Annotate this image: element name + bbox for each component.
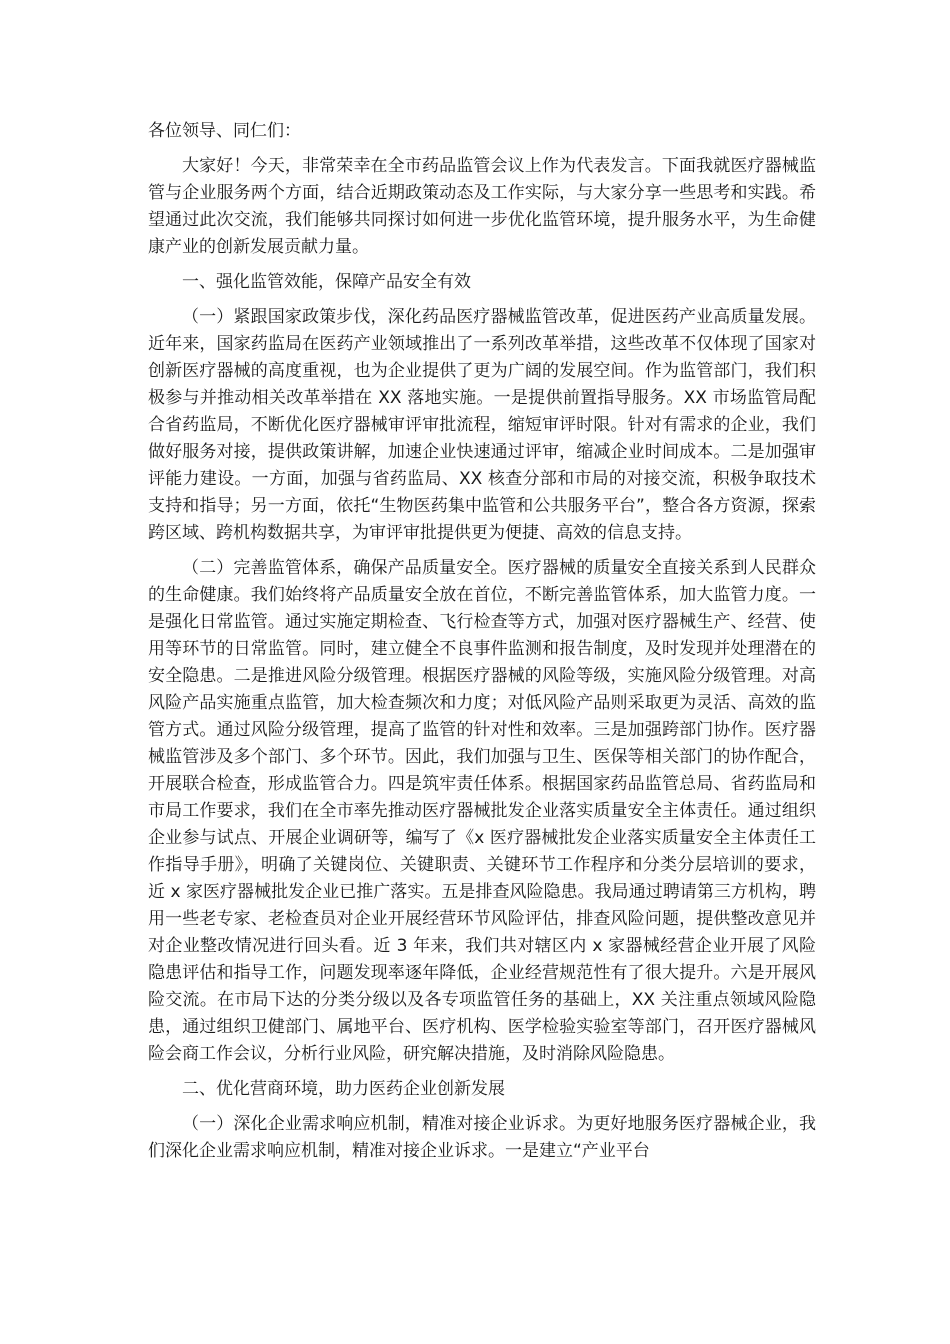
section-1-paragraph-2: （二）完善监管体系，确保产品质量安全。医疗器械的质量安全直接关系到人民群众的生命健康。我们始终将产品质量安全放在首位，不断完善监管体系，加大监管力度。一是强化日常监管。通过实施定期检查、飞行检查等方式，加强对医疗器械生产、经营、使用等环节的日常监管。同时，建立健全不良事件监测和报告制度，及时发现并处理潜在的安全隐患。二是推进风险分级管理。根据医疗器械的风险等级，实施风险分级管理。对高风险产品实施重点监管，加大检查频次和力度；对低风险产品则采取更为灵活、高效的监管方式。通过风险分级管理，提高了监管的针对性和效率。三是加强跨部门协作。医疗器械监管涉及多个部门、多个环节。因此，我们加强与卫生、医保等相关部门的协作配合，开展联合检查，形成监管合力。四是筑牢责任体系。根据国家药品监管总局、省药监局和市局工作要求，我们在全市率先推动医疗器械批发企业落实质量安全主体责任。通过组织企业参与试点、开展企业调研等，编写了《x 医疗器械批发企业落实质量安全主体责任工作指导手册》，明确了关键岗位、关键职责、关键环节工作程序和分类分层培训的要求，近 x 家医疗器械批发企业已推广落实。五是排查风险隐患。我局通过聘请第三方机构，聘用一些老专家、老检查员对企业开展经营环节风险评估，排查风险问题，提供整改意见并对企业整改情况进行回头看。近 3 年来，我们共对辖区内 x 家器械经营企业开展了风险隐患评估和指导工作，问题发现率逐年降低，企业经营规范性有了很大提升。六是开展风险交流。在市局下达的分类分级以及各专项监管任务的基础上，XX 关注重点领域风险隐患，通过组织卫健部门、属地平台、医疗机构、医学检验实验室等部门，召开医疗器械风险会商工作会议，分析行业风险，研究解决措施，及时消除风险隐患。 xyxy=(148,558,816,1064)
document-body xyxy=(148,118,816,1173)
section-2-heading: 二、优化营商环境，助力医药企业创新发展 xyxy=(182,1079,505,1099)
section-2-paragraph-1: （一）深化企业需求响应机制，精准对接企业诉求。为更好地服务医疗器械企业，我们深化企业需求响应机制，精准对接企业诉求。一是建立“产业平台 xyxy=(148,1114,816,1161)
salutation: 各位领导、同仁们： xyxy=(148,121,301,141)
intro-paragraph: 大家好！今天，非常荣幸在全市药品监管会议上作为代表发言。下面我就医疗器械监管与企业服务两个方面，结合近期政策动态及工作实际，与大家分享一些思考和实践。希望通过此次交流，我们能够共同探讨如何进一步优化监管环境，提升服务水平，为生命健康产业的创新发展贡献力量。 xyxy=(148,156,816,257)
section-1-heading: 一、强化监管效能，保障产品安全有效 xyxy=(182,272,471,292)
section-1-paragraph-1: （一）紧跟国家政策步伐，深化药品医疗器械监管改革，促进医药产业高质量发展。近年来，国家药监局在医药产业领域推出了一系列改革举措，这些改革不仅体现了国家对创新医疗器械的高度重视，也为企业提供了更为广阔的发展空间。作为监管部门，我们积极参与并推动相关改革举措在 XX 落地实施。一是提供前置指导服务。XX 市场监管局配合省药监局，不断优化医疗器械审评审批流程，缩短审评时限。针对有需求的企业，我们做好服务对接，提供政策讲解，加速企业快速通过评审，缩减企业时间成本。二是加强审评能力建设。一方面，加强与省药监局、XX 核查分部和市局的对接交流，积极争取技术支持和指导；另一方面，依托“生物医药集中监管和公共服务平台”，整合各方资源，探索跨区域、跨机构数据共享，为审评审批提供更为便捷、高效的信息支持。 xyxy=(148,307,816,543)
